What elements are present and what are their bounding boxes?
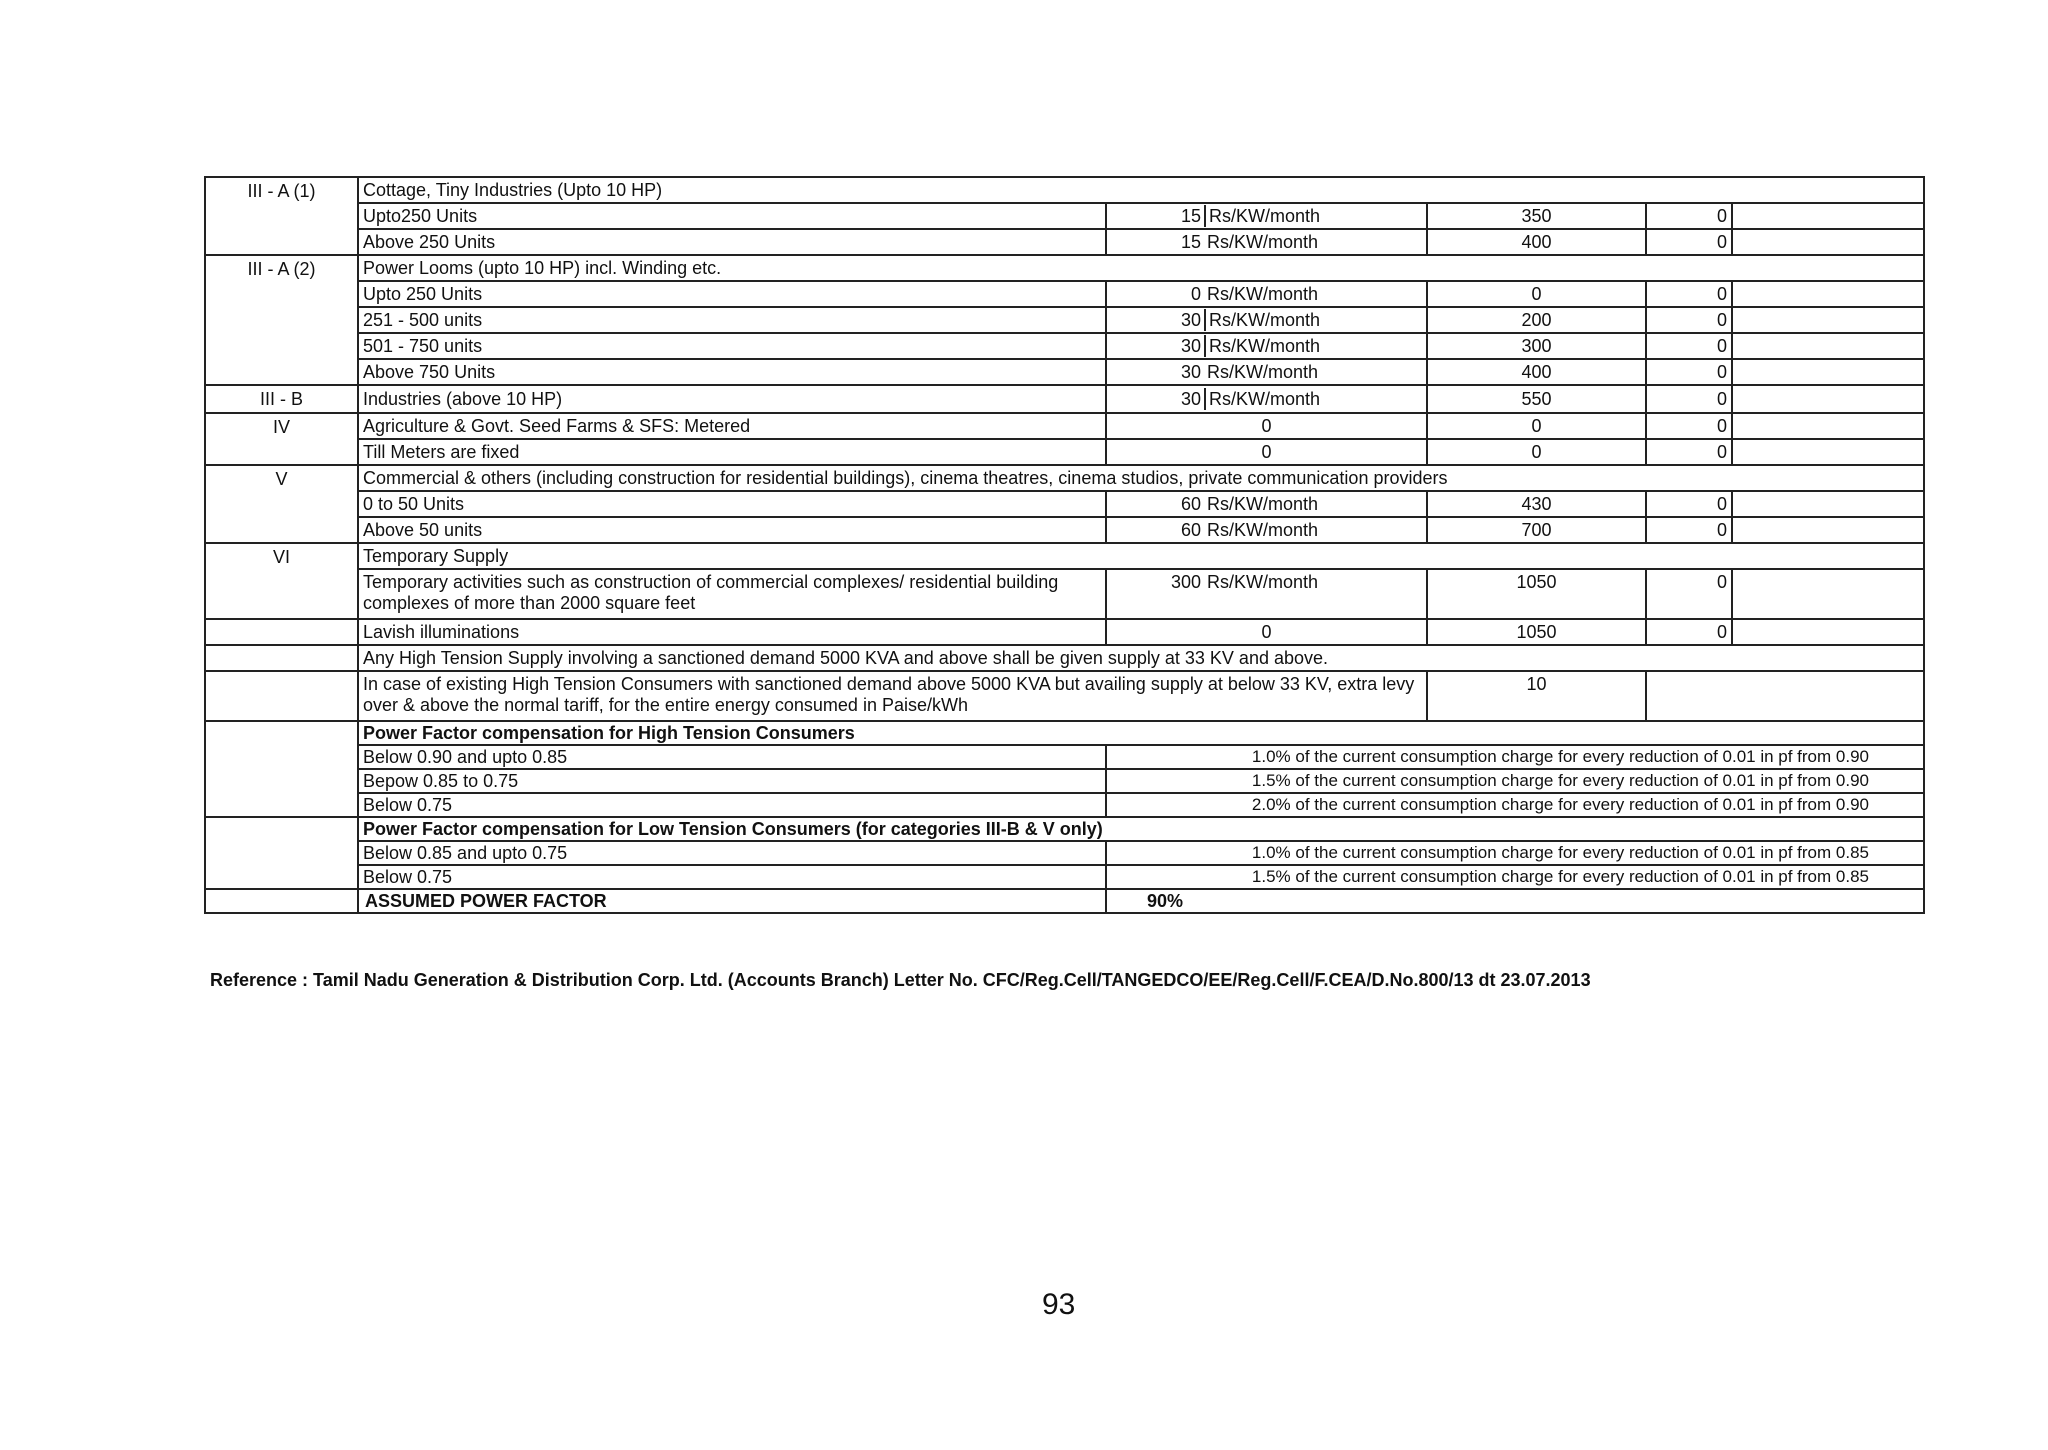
ht-levy-value: 10 — [1427, 671, 1646, 721]
table-row — [205, 841, 1924, 865]
table-row — [205, 671, 1924, 721]
row-label: 501 - 750 units — [358, 333, 1106, 359]
empty-cell — [1732, 491, 1924, 517]
demand-charge-cell — [1106, 385, 1427, 413]
energy-charge: 200 — [1427, 307, 1646, 333]
category-code: III - A (2) — [205, 255, 358, 385]
energy-charge: 400 — [1427, 359, 1646, 385]
pf-ht-heading: Power Factor compensation for High Tension Consumers — [358, 721, 1924, 745]
table-row — [205, 359, 1924, 385]
extra-charge: 0 — [1646, 439, 1732, 465]
row-label: Lavish illuminations — [358, 619, 1106, 645]
extra-charge: 0 — [1646, 491, 1732, 517]
row-label: 0 to 50 Units — [358, 491, 1106, 517]
section-heading: Temporary Supply — [358, 543, 1924, 569]
energy-charge: 700 — [1427, 517, 1646, 543]
empty-cell — [1732, 281, 1924, 307]
demand-charge-cell — [1106, 333, 1427, 359]
demand-charge-cell — [1106, 307, 1427, 333]
pf-description: 2.0% of the current consumption charge for every reduction of 0.01 in pf from 0.90 — [1106, 793, 1924, 817]
assumed-pf-value: 90% — [1106, 889, 1924, 913]
table-row — [205, 543, 1924, 569]
table-row — [205, 793, 1924, 817]
ht-levy-note: In case of existing High Tension Consumers with sanctioned demand above 5000 KVA but availing supply at below 33 KV, extra levy over & above the normal tariff, for the entire energy consumed in Paise/kWh — [358, 671, 1427, 721]
table-row — [205, 439, 1924, 465]
empty-cell — [1732, 517, 1924, 543]
demand-amount: 30 — [1180, 336, 1201, 356]
table-row — [205, 307, 1924, 333]
extra-charge: 0 — [1646, 517, 1732, 543]
table-row — [205, 769, 1924, 793]
demand-amount: 0 — [1190, 284, 1201, 304]
demand-charge-cell — [1106, 569, 1427, 619]
demand-amount: 30 — [1180, 389, 1201, 409]
empty-cell — [205, 721, 358, 817]
energy-charge: 1050 — [1427, 569, 1646, 619]
table-row — [205, 465, 1924, 491]
section-heading: Commercial & others (including construction for residential buildings), cinema theatres, cinema studios, private communication providers — [358, 465, 1924, 491]
demand-unit: Rs/KW/month — [1204, 388, 1320, 410]
demand-amount: 300 — [1170, 572, 1201, 592]
table-row — [205, 385, 1924, 413]
row-label: Above 250 Units — [358, 229, 1106, 255]
row-label: Temporary activities such as construction of commercial complexes/ residential building complexes of more than 2000 square feet — [358, 569, 1106, 619]
table-row — [205, 889, 1924, 913]
table-row — [205, 333, 1924, 359]
demand-amount: 30 — [1180, 362, 1201, 382]
demand-unit: Rs/KW/month — [1207, 520, 1319, 540]
energy-charge: 1050 — [1427, 619, 1646, 645]
demand-unit: Rs/KW/month — [1207, 572, 1319, 592]
energy-charge: 300 — [1427, 333, 1646, 359]
category-code: IV — [205, 413, 358, 465]
extra-charge: 0 — [1646, 333, 1732, 359]
demand-unit: Rs/KW/month — [1204, 309, 1320, 331]
table-row — [205, 817, 1924, 841]
table-row — [205, 569, 1924, 619]
demand-charge-cell — [1106, 491, 1427, 517]
demand-charge-cell — [1106, 203, 1427, 229]
table-row — [205, 721, 1924, 745]
pf-description: 1.5% of the current consumption charge for every reduction of 0.01 in pf from 0.85 — [1106, 865, 1924, 889]
empty-cell — [205, 645, 358, 671]
demand-unit: Rs/KW/month — [1207, 232, 1319, 252]
demand-unit: Rs/KW/month — [1207, 284, 1319, 304]
demand-charge: 0 — [1106, 439, 1427, 465]
extra-charge: 0 — [1646, 385, 1732, 413]
energy-charge: 0 — [1427, 439, 1646, 465]
extra-charge: 0 — [1646, 203, 1732, 229]
table-row — [205, 865, 1924, 889]
row-label: 251 - 500 units — [358, 307, 1106, 333]
table-row — [205, 619, 1924, 645]
extra-charge: 0 — [1646, 359, 1732, 385]
extra-charge: 0 — [1646, 307, 1732, 333]
demand-amount: 30 — [1180, 310, 1201, 330]
empty-cell — [205, 889, 358, 913]
extra-charge: 0 — [1646, 229, 1732, 255]
demand-unit: Rs/KW/month — [1207, 362, 1319, 382]
energy-charge: 430 — [1427, 491, 1646, 517]
table-row — [205, 413, 1924, 439]
section-heading: Power Looms (upto 10 HP) incl. Winding etc. — [358, 255, 1924, 281]
demand-charge-cell — [1106, 517, 1427, 543]
empty-cell — [1646, 671, 1924, 721]
empty-cell — [205, 619, 358, 645]
section-heading: Cottage, Tiny Industries (Upto 10 HP) — [358, 177, 1924, 203]
demand-charge-cell — [1106, 281, 1427, 307]
pf-range-label: Below 0.75 — [358, 793, 1106, 817]
pf-description: 1.5% of the current consumption charge for every reduction of 0.01 in pf from 0.90 — [1106, 769, 1924, 793]
energy-charge: 0 — [1427, 281, 1646, 307]
pf-description: 1.0% of the current consumption charge for every reduction of 0.01 in pf from 0.85 — [1106, 841, 1924, 865]
empty-cell — [1732, 229, 1924, 255]
table-row — [205, 229, 1924, 255]
empty-cell — [1732, 385, 1924, 413]
energy-charge: 550 — [1427, 385, 1646, 413]
extra-charge: 0 — [1646, 619, 1732, 645]
pf-range-label: Below 0.75 — [358, 865, 1106, 889]
table-row — [205, 745, 1924, 769]
demand-amount: 60 — [1180, 494, 1201, 514]
empty-cell — [205, 817, 358, 889]
demand-unit: Rs/KW/month — [1204, 335, 1320, 357]
empty-cell — [1732, 203, 1924, 229]
pf-description: 1.0% of the current consumption charge for every reduction of 0.01 in pf from 0.90 — [1106, 745, 1924, 769]
empty-cell — [1732, 359, 1924, 385]
demand-amount: 15 — [1180, 206, 1201, 226]
extra-charge: 0 — [1646, 413, 1732, 439]
demand-charge: 0 — [1106, 413, 1427, 439]
row-label: Above 50 units — [358, 517, 1106, 543]
row-label: Agriculture & Govt. Seed Farms & SFS: Metered — [358, 413, 1106, 439]
category-code: VI — [205, 543, 358, 619]
energy-charge: 400 — [1427, 229, 1646, 255]
row-label: Upto250 Units — [358, 203, 1106, 229]
row-label: Upto 250 Units — [358, 281, 1106, 307]
reference-note: Reference : Tamil Nadu Generation & Distribution Corp. Ltd. (Accounts Branch) Letter No. CFC/Reg.Cell/TANGEDCO/EE/Reg.Cell/F.CEA/D.No.800/13 dt 23.07.2013 — [210, 970, 1591, 990]
table-row — [205, 203, 1924, 229]
ht-supply-note: Any High Tension Supply involving a sanctioned demand 5000 KVA and above shall be given supply at 33 KV and above. — [358, 645, 1924, 671]
demand-amount: 15 — [1180, 232, 1201, 252]
pf-range-label: Below 0.85 and upto 0.75 — [358, 841, 1106, 865]
energy-charge: 350 — [1427, 203, 1646, 229]
demand-unit: Rs/KW/month — [1207, 494, 1319, 514]
page-number: 93 — [1042, 1288, 1076, 1321]
row-label: Above 750 Units — [358, 359, 1106, 385]
table-row — [205, 645, 1924, 671]
empty-cell — [1732, 333, 1924, 359]
empty-cell — [1732, 413, 1924, 439]
table-row — [205, 177, 1924, 203]
demand-amount: 60 — [1180, 520, 1201, 540]
pf-lt-heading: Power Factor compensation for Low Tension Consumers (for categories III-B & V only) — [358, 817, 1924, 841]
energy-charge: 0 — [1427, 413, 1646, 439]
empty-cell — [1732, 439, 1924, 465]
empty-cell — [1732, 307, 1924, 333]
table-row — [205, 281, 1924, 307]
demand-charge: 0 — [1106, 619, 1427, 645]
empty-cell — [1732, 619, 1924, 645]
assumed-pf-label: ASSUMED POWER FACTOR — [358, 889, 1106, 913]
pf-range-label: Bepow 0.85 to 0.75 — [358, 769, 1106, 793]
table-row — [205, 491, 1924, 517]
demand-unit: Rs/KW/month — [1204, 205, 1320, 227]
table-row — [205, 517, 1924, 543]
extra-charge: 0 — [1646, 281, 1732, 307]
tariff-table — [204, 176, 1925, 914]
demand-charge-cell — [1106, 359, 1427, 385]
pf-range-label: Below 0.90 and upto 0.85 — [358, 745, 1106, 769]
category-code: III - B — [205, 385, 358, 413]
row-label: Till Meters are fixed — [358, 439, 1106, 465]
empty-cell — [205, 671, 358, 721]
category-code: V — [205, 465, 358, 543]
table-row — [205, 255, 1924, 281]
row-label: Industries (above 10 HP) — [358, 385, 1106, 413]
demand-charge-cell — [1106, 229, 1427, 255]
category-code: III - A (1) — [205, 177, 358, 255]
empty-cell — [1732, 569, 1924, 619]
extra-charge: 0 — [1646, 569, 1732, 619]
